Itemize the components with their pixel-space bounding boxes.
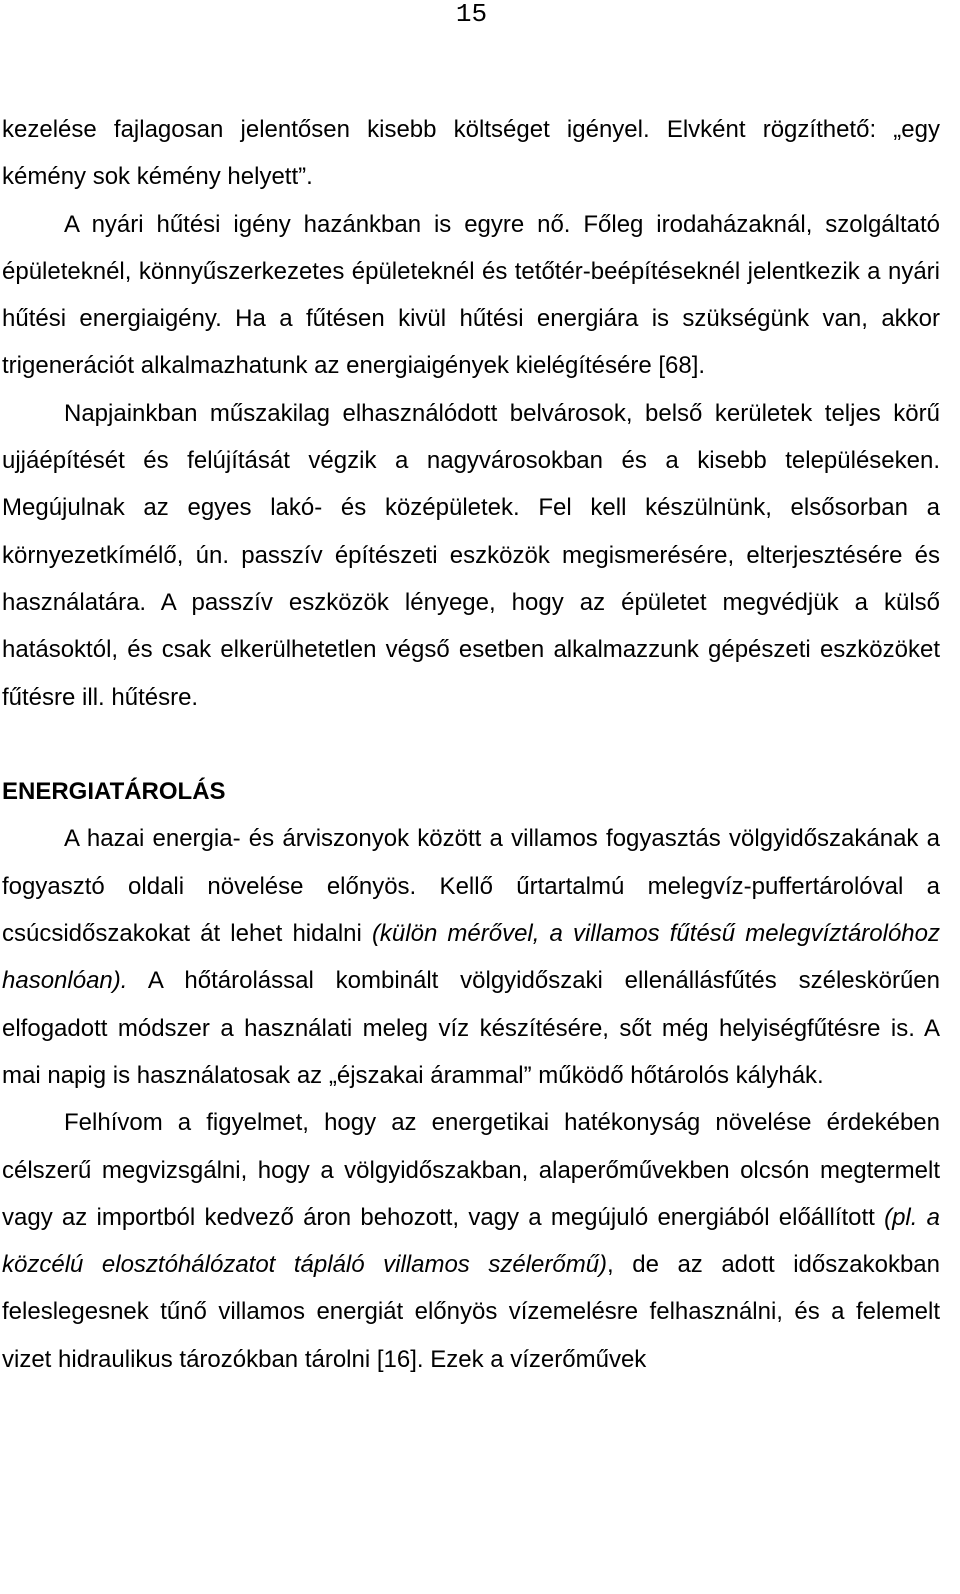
- section-heading: ENERGIATÁROLÁS: [2, 778, 226, 806]
- italic-text-run: (pl. a közcélú elosztóhálózatot tápláló villamos szélerőmű): [2, 1203, 940, 1279]
- page-number: 15: [455, 0, 488, 29]
- paragraph-cooling-demand: A nyári hűtési igény hazánkban is egyre nő. Főleg irodaházaknál, szolgáltató épületeknél, könnyűszerkezetes épületeknél és tetőtér-beépítéseknél jelentkezik a nyári hűtési energiaigény. Ha a fűtésen kivül hűtési energiára is szükségünk van, akkor trigenerációt alkalmazhatunk az energiaigények kielégítésére [68].: [2, 210, 940, 380]
- paragraph-pumped-storage: [2, 1099, 940, 1383]
- text-run: Felhívom a figyelmet, hogy az energetikai hatékonyság növelése érdekében célszerű megvizsgálni, hogy a völgyidőszakban, alaperőművekben olcsón megtermelt vagy az importból kedvező áron behozott, vagy a megújuló energiából előállított: [2, 1109, 940, 1231]
- text-run: A hazai energia- és árviszonyok között a villamos fogyasztás völgyidőszakának a fogyasztó oldali növelése előnyös. Kellő űrtartalmú melegvíz-puffertárolóval a csúcsidőszakokat át lehet hidalni: [2, 825, 940, 948]
- paragraph-energy-storage: [2, 815, 940, 1099]
- paragraph-passive-architecture: Napjainkban műszakilag elhasználódott belvárosok, belső kerületek teljes körű ujjáépítését és felújítását végzik a nagyvárosokban és a kisebb településeken. Megújulnak az egyes lakó- és középületek. Fel kell készülnünk, elsősorban a környezetkímélő, ún. passzív építészeti eszközök megismerésére, elterjesztésére és használatára. A passzív eszközök lényege, hogy az épületet megvédjük a külső hatásoktól, és csak elkerülhetetlen végső esetben alkalmazzunk gépészeti eszközöket fűtésre ill. hűtésre.: [2, 399, 940, 711]
- italic-text-run: (külön mérővel, a villamos fűtésű melegvíztárolóhoz hasonlóan).: [2, 920, 941, 995]
- paragraph-continuation: kezelése fajlagosan jelentősen kisebb költséget igényel. Elvként rögzíthető: „egy kémény sok kémény helyett”.: [2, 116, 940, 191]
- text-run: , de az adott időszakokban feleslegesnek tűnő villamos energiát előnyös vízemelésre felhasználni, és a felemelt vizet hidraulikus tározókban tárolni [16]. Ezek a vízerőművek: [2, 1251, 940, 1373]
- document-body: [2, 106, 940, 1383]
- text-run: A hőtárolással kombinált völgyidőszaki ellenállásfűtés széleskörűen elfogadott módszer a használati meleg víz készítésére, sőt még helyiségfűtésre is. A mai napig is használatosak az „éjszakai árammal” működő hőtárolós kályhák.: [2, 967, 940, 1089]
